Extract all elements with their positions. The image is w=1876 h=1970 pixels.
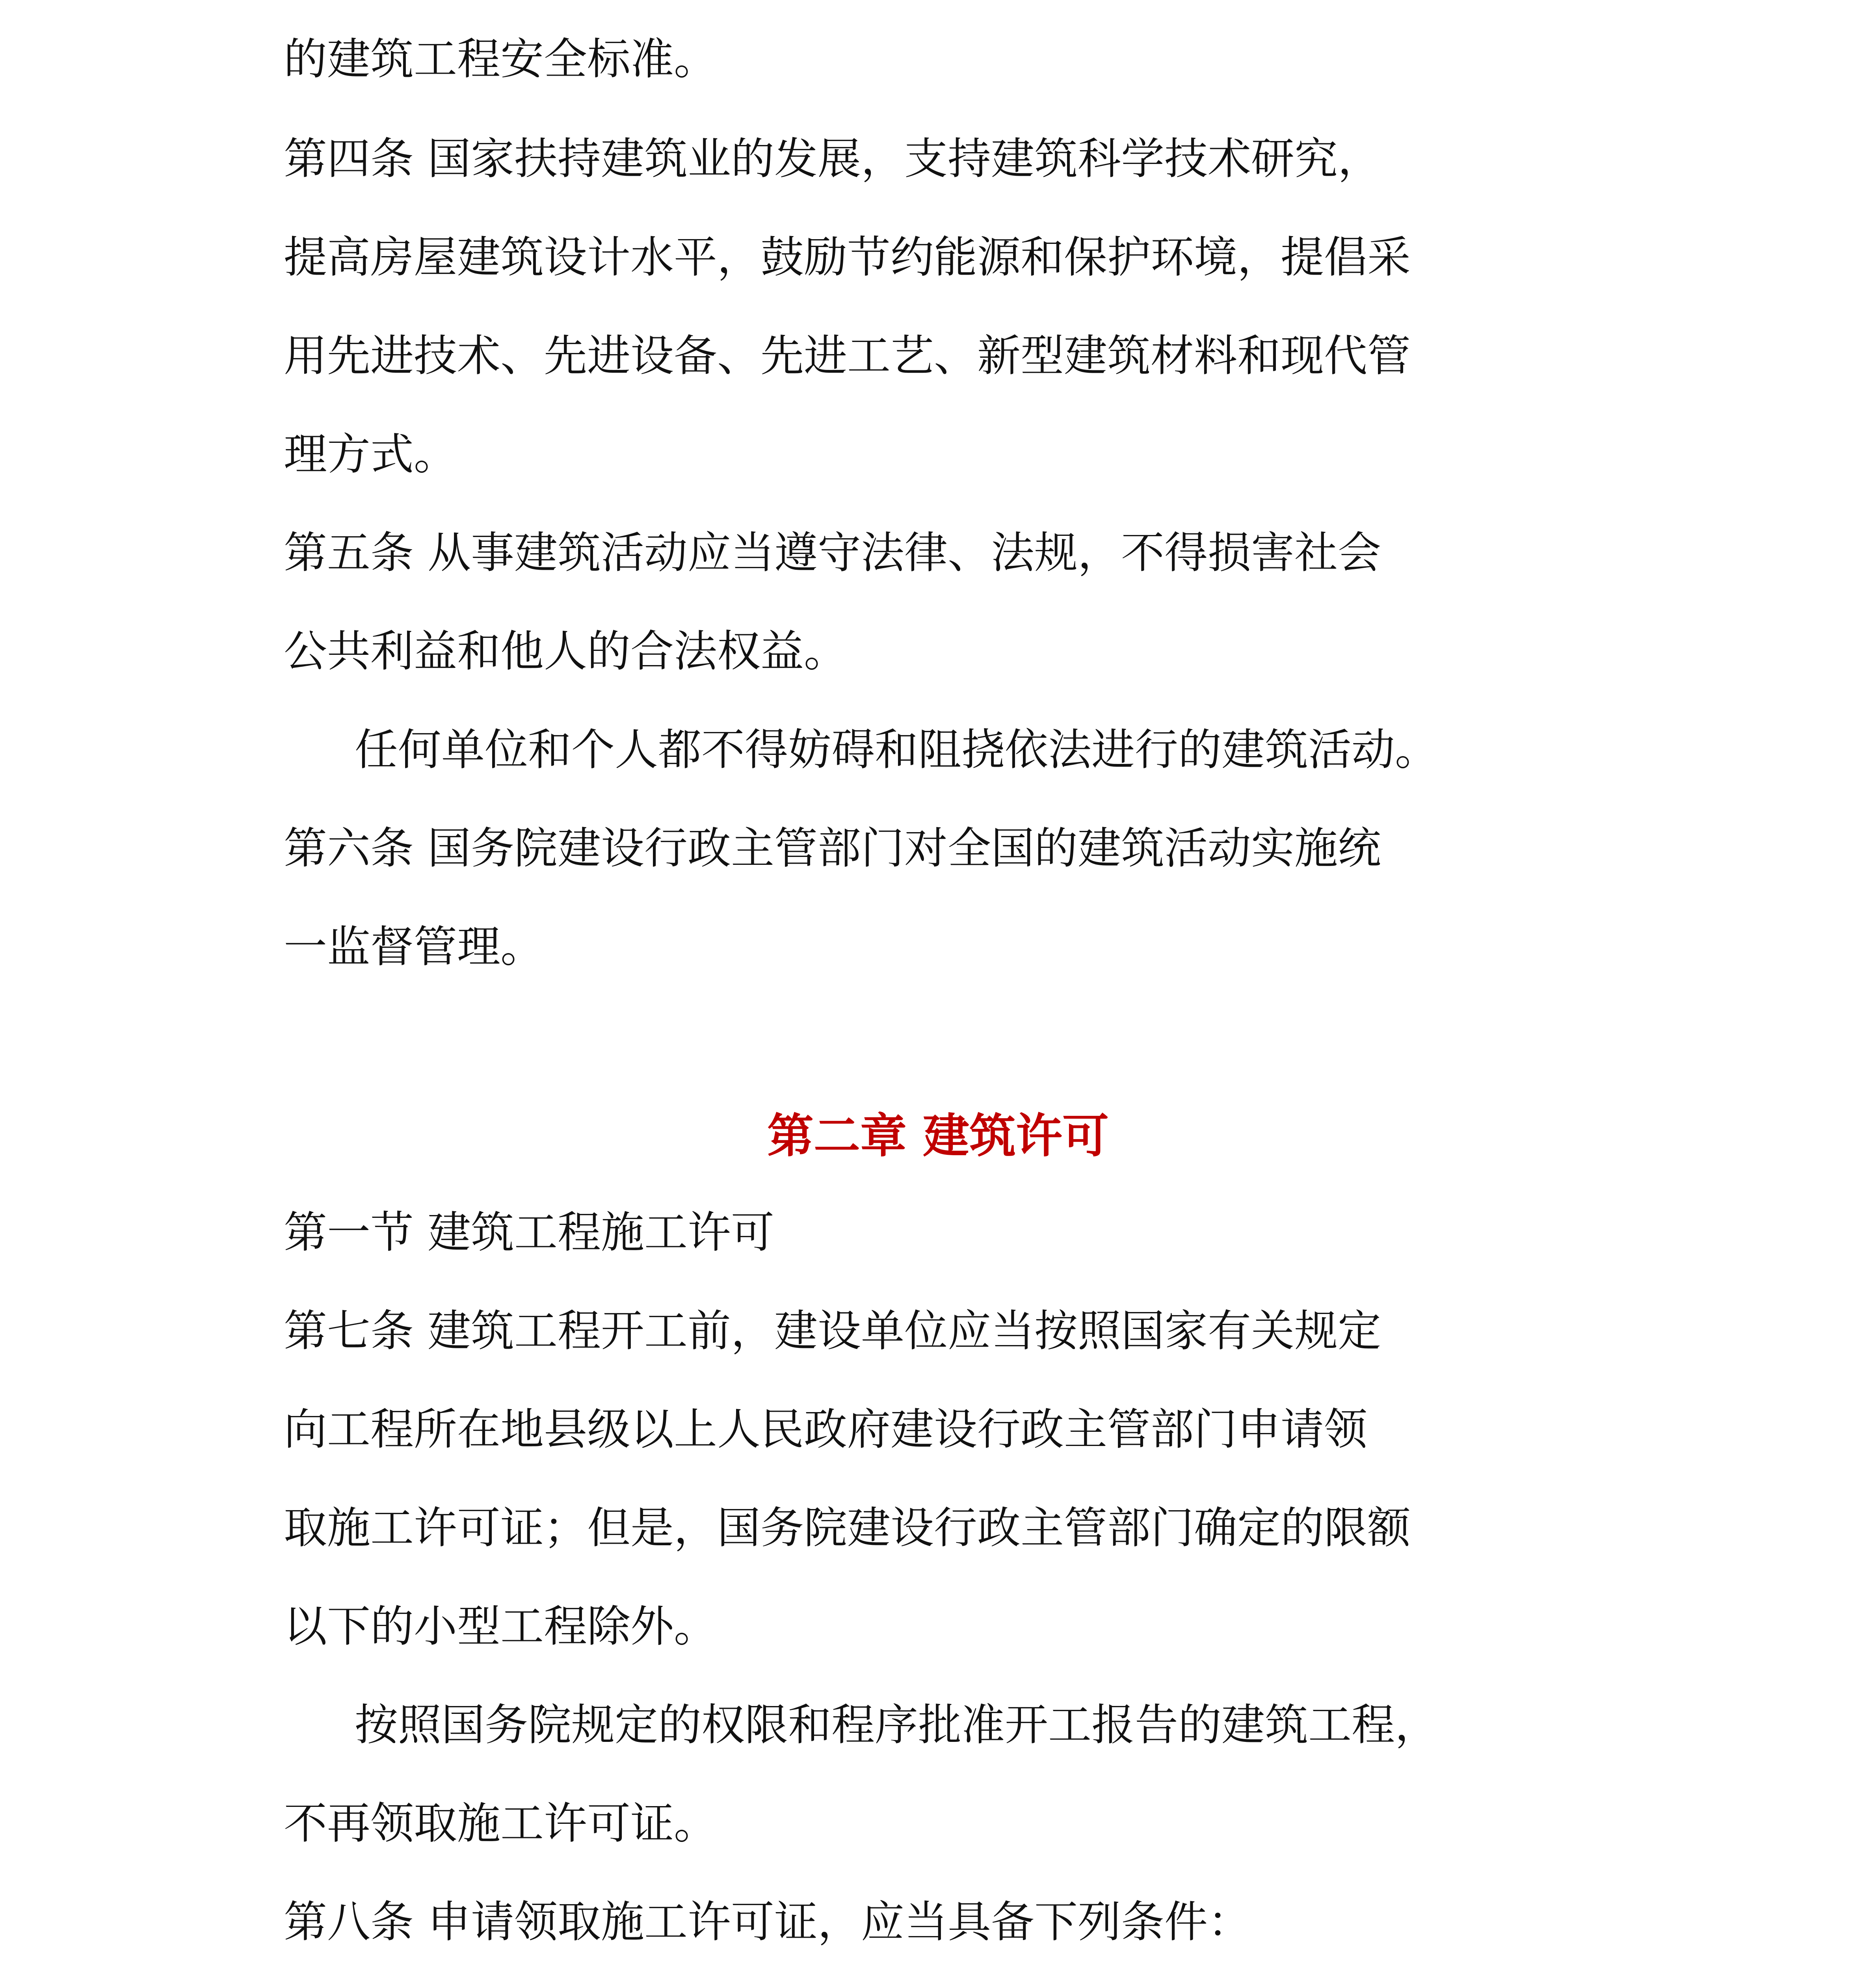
paragraph-line: 向工程所在地县级以上人民政府建设行政主管部门申请领 bbox=[284, 1404, 1367, 1455]
article-8-line: 第八条 申请领取施工许可证，应当具备下列条件： bbox=[284, 1897, 1251, 1947]
paragraph-line: 用先进技术、先进设备、先进工艺、新型建筑材料和现代管 bbox=[284, 331, 1411, 381]
paragraph-line: 提高房屋建筑设计水平，鼓励节约能源和保护环境，提倡采 bbox=[284, 232, 1411, 282]
section-title: 第一节 建筑工程施工许可 bbox=[284, 1207, 774, 1258]
paragraph-line: 理方式。 bbox=[284, 429, 457, 479]
paragraph-line: 一监督管理。 bbox=[284, 922, 544, 972]
paragraph-line: 的建筑工程安全标准。 bbox=[284, 34, 717, 84]
article-5-line: 第五条 从事建筑活动应当遵守法律、法规，不得损害社会 bbox=[284, 528, 1381, 578]
paragraph-line: 取施工许可证；但是，国务院建设行政主管部门确定的限额 bbox=[284, 1503, 1411, 1553]
chapter-title: 第二章 建筑许可 bbox=[767, 1109, 1109, 1163]
paragraph-line: 公共利益和他人的合法权益。 bbox=[284, 626, 847, 676]
paragraph-line: 任何单位和个人都不得妨碍和阻挠依法进行的建筑活动。 bbox=[355, 725, 1438, 775]
article-4-line: 第四条 国家扶持建筑业的发展，支持建筑科学技术研究， bbox=[284, 134, 1381, 184]
paragraph-line: 按照国务院规定的权限和程序批准开工报告的建筑工程， bbox=[355, 1700, 1438, 1750]
article-7-line: 第七条 建筑工程开工前，建设单位应当按照国家有关规定 bbox=[284, 1306, 1381, 1356]
article-6-line: 第六条 国务院建设行政主管部门对全国的建筑活动实施统 bbox=[284, 823, 1381, 873]
paragraph-line: 以下的小型工程除外。 bbox=[284, 1601, 717, 1652]
paragraph-line: 不再领取施工许可证。 bbox=[284, 1798, 717, 1849]
